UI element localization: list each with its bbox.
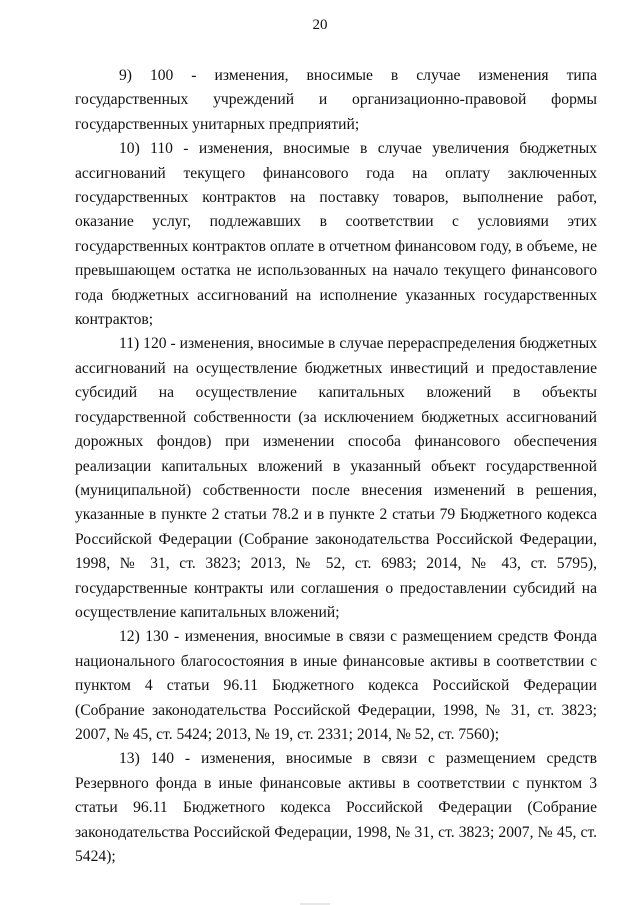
document-body [75,64,597,869]
paragraph-item-13: 13) 140 - изменения, вносимые в связи с размещением средств Резервного фонда в иные финансовые активы в соответствии с пунктом 3 статьи 96.11 Бюджетного кодекса Российской Федерации (Собрание законодательства Российской Федерации, 1998, № 31, ст. 3823; 2007, № 45, ст. 5424); [75,750,597,865]
paragraph-item-11: 11) 120 - изменения, вносимые в случае перераспределения бюджетных ассигнований на осуществление бюджетных инвестиций и предоставление субсидий на осуществление капитальных вложений в объекты государственной собственности (за исключением бюджетных ассигнований дорожных фондов) при изменении способа финансового обеспечения реализации капитальных вложений в указанный объект государственной (муниципальной) собственности после внесения изменений в решения, указанные в пункте 2 статьи 78.2 и в пункте 2 статьи 79 Бюджетного кодекса Российской Федерации (Собрание законодательства Российской Федерации, 1998, № 31, ст. 3823; 2013, № 52, ст. 6983; 2014, № 43, ст. 5795), государственные контракты или соглашения о предоставлении субсидий на осуществление капитальных вложений; [75,335,597,621]
page-number: 20 [312,17,328,33]
paragraph-item-10: 10) 110 - изменения, вносимые в случае увеличения бюджетных ассигнований текущего финансового года на оплату заключенных государственных контрактов на поставку товаров, выполнение работ, оказание услуг, подлежавших в соответствии с условиями этих государственных контрактов оплате в отчетном финансовом году, в объеме, не превышающем остатка не использованных на начало текущего финансового года бюджетных ассигнований на исполнение указанных государственных контрактов; [75,140,597,329]
paragraph-item-9: 9) 100 - изменения, вносимые в случае изменения типа государственных учреждений и организационно-правовой формы государственных унитарных предприятий; [75,67,597,133]
paragraph-item-12: 12) 130 - изменения, вносимые в связи с размещением средств Фонда национального благосостояния в иные финансовые активы в соответствии с пунктом 4 статьи 96.11 Бюджетного кодекса Российской Федерации (Собрание законодательства Российской Федерации, 1998, № 31, ст. 3823; 2007, № 45, ст. 5424; 2013, № 19, ст. 2331; 2014, № 52, ст. 7560); [75,628,597,743]
